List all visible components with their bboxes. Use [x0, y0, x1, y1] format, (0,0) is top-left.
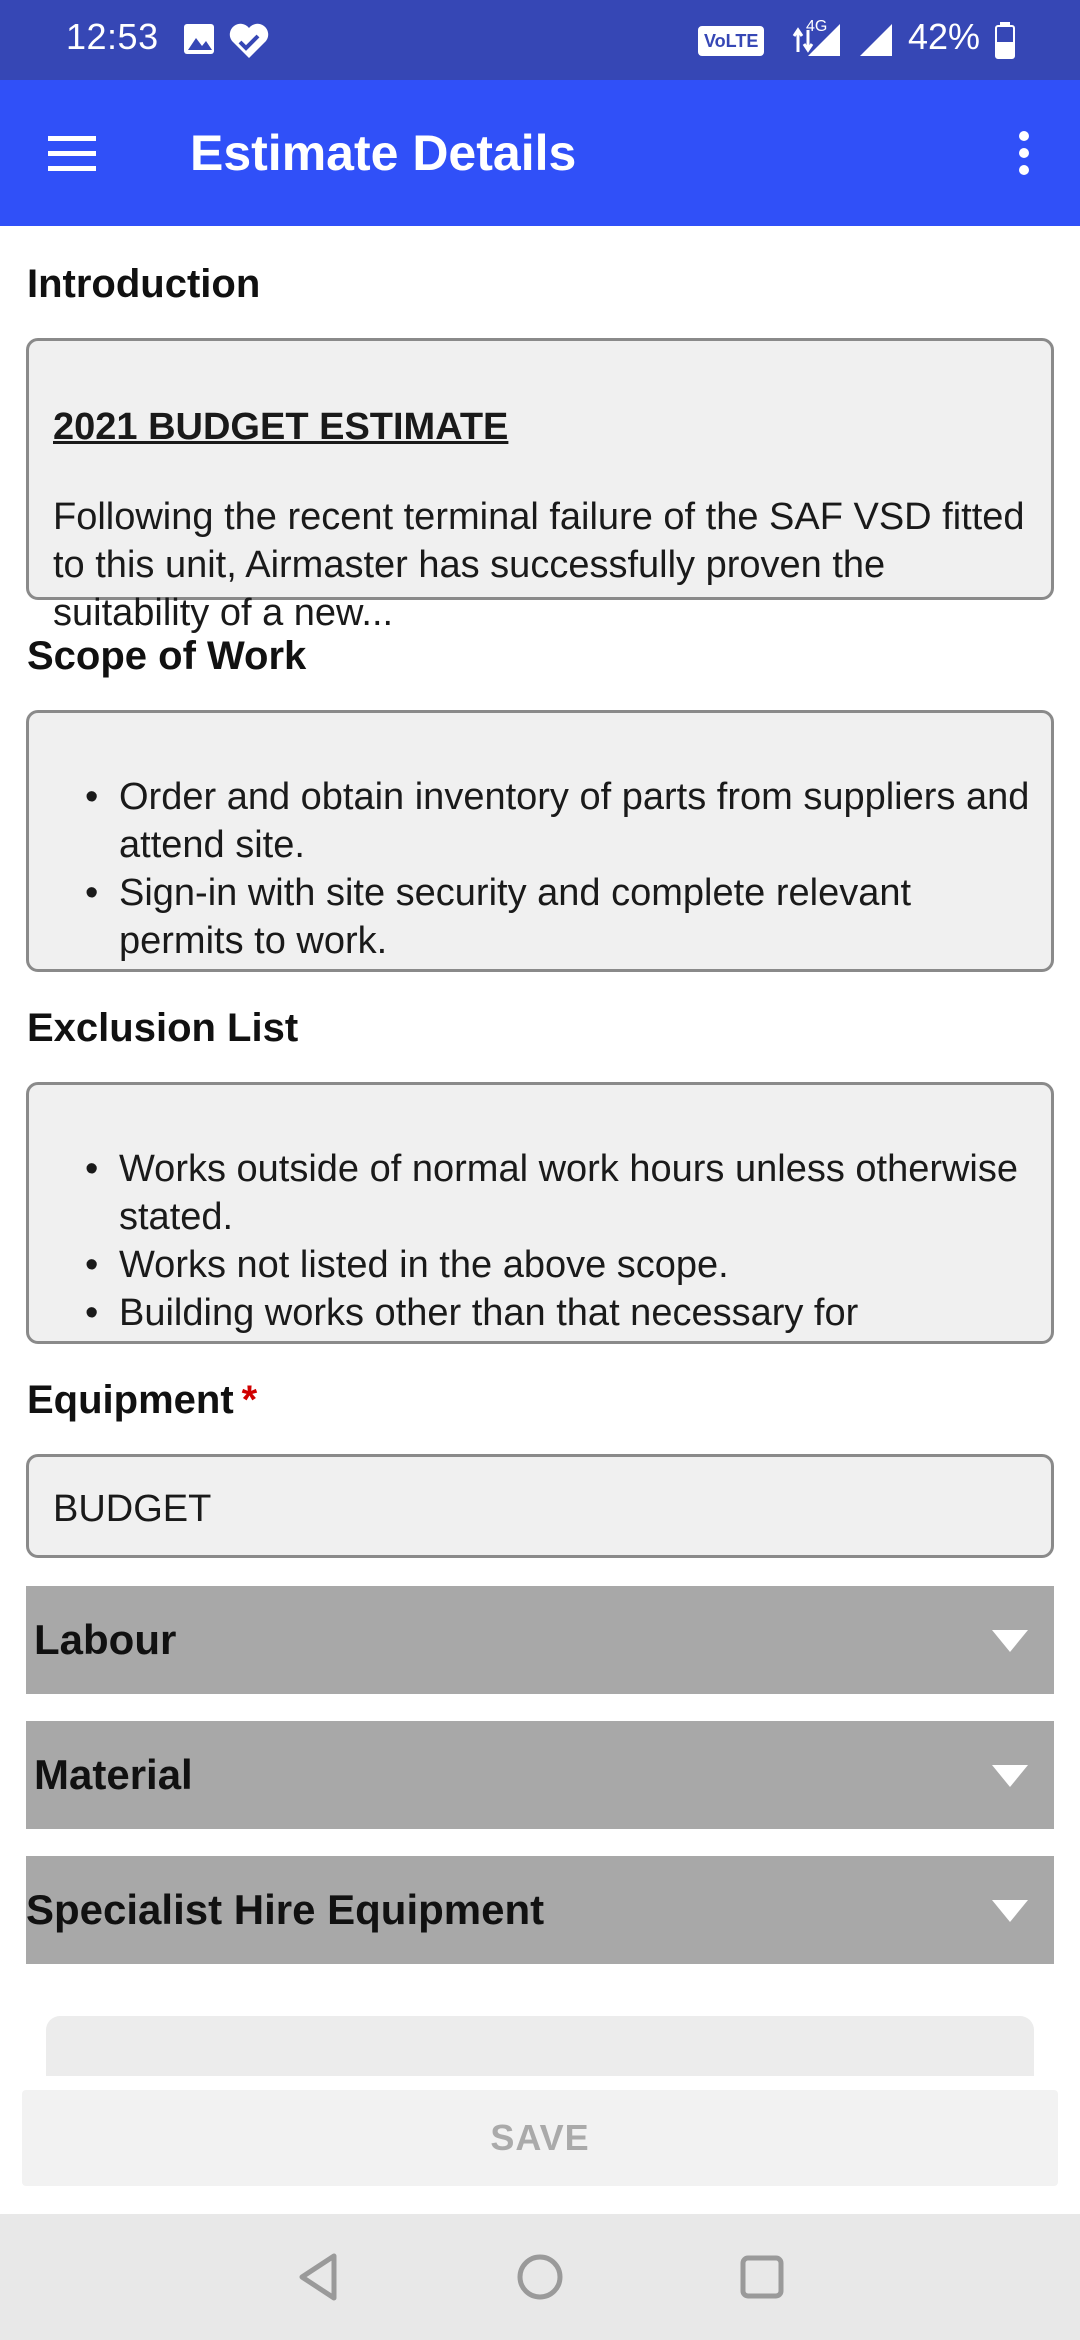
more-vertical-icon[interactable] — [1000, 124, 1048, 184]
list-item: • Works not listed in the above scope. — [85, 1241, 1035, 1289]
equipment-input[interactable] — [26, 1454, 1054, 1558]
battery-icon — [994, 22, 1016, 60]
collapsed-panel — [46, 2016, 1034, 2076]
equipment-label — [27, 1378, 257, 1423]
hamburger-menu-icon[interactable] — [36, 124, 112, 184]
scope-of-work-list — [85, 773, 1035, 965]
signal-icon — [790, 22, 844, 58]
exclusion-list-label: Exclusion List — [27, 1006, 299, 1050]
signal-icon — [858, 22, 894, 58]
scope-of-work-label: Scope of Work — [27, 634, 307, 678]
scope-of-work-field[interactable] — [26, 710, 1054, 972]
equipment-value: BUDGET — [53, 1488, 212, 1530]
network-type: 4G — [806, 18, 828, 35]
specialist-hire-equipment-section-toggle[interactable] — [26, 1856, 1054, 1964]
heart-icon — [228, 22, 270, 60]
introduction-paragraph: Following the recent terminal failure of the SAF VSD fitted to this unit, Airmaster has successfully proven the suitability of a new... — [53, 496, 1025, 634]
battery-percent: 42% — [908, 16, 981, 57]
list-item: • Building works other than that necessary for — [85, 1289, 1035, 1337]
list-item: • Sign-in with site security and complete relevant permits to work. — [85, 869, 1035, 965]
equipment-label-text: Equipment — [27, 1378, 234, 1422]
back-triangle-icon[interactable] — [288, 2244, 354, 2310]
home-circle-icon[interactable] — [507, 2244, 573, 2310]
app-bar — [0, 80, 1080, 226]
chevron-down-icon — [990, 1898, 1030, 1924]
introduction-label: Introduction — [27, 262, 261, 306]
chevron-down-icon — [990, 1763, 1030, 1789]
page-title: Estimate Details — [190, 125, 577, 181]
introduction-field[interactable] — [26, 338, 1054, 634]
labour-label: Labour — [34, 1616, 177, 1663]
chevron-down-icon — [990, 1628, 1030, 1654]
volte-icon: VoLTE — [698, 26, 764, 56]
list-item: • Order and obtain inventory of parts from suppliers and attend site. — [85, 773, 1035, 869]
system-nav-bar — [0, 2214, 1080, 2340]
introduction-heading: 2021 BUDGET ESTIMATE — [53, 406, 509, 448]
list-item: • Works outside of normal work hours unless otherwise stated. — [85, 1145, 1035, 1241]
exclusion-list — [85, 1145, 1035, 1337]
status-time: 12:53 — [66, 16, 159, 57]
required-marker: * — [241, 1378, 258, 1422]
specialist-hire-equipment-label: Specialist Hire Equipment — [26, 1886, 545, 1933]
recents-square-icon[interactable] — [729, 2244, 795, 2310]
material-section-toggle[interactable] — [26, 1721, 1054, 1829]
labour-section-toggle[interactable] — [26, 1586, 1054, 1694]
material-label: Material — [34, 1751, 193, 1798]
status-bar — [0, 0, 1080, 80]
exclusion-list-field[interactable] — [26, 1082, 1054, 1344]
save-button[interactable]: SAVE — [22, 2090, 1058, 2186]
gallery-icon — [182, 22, 216, 56]
